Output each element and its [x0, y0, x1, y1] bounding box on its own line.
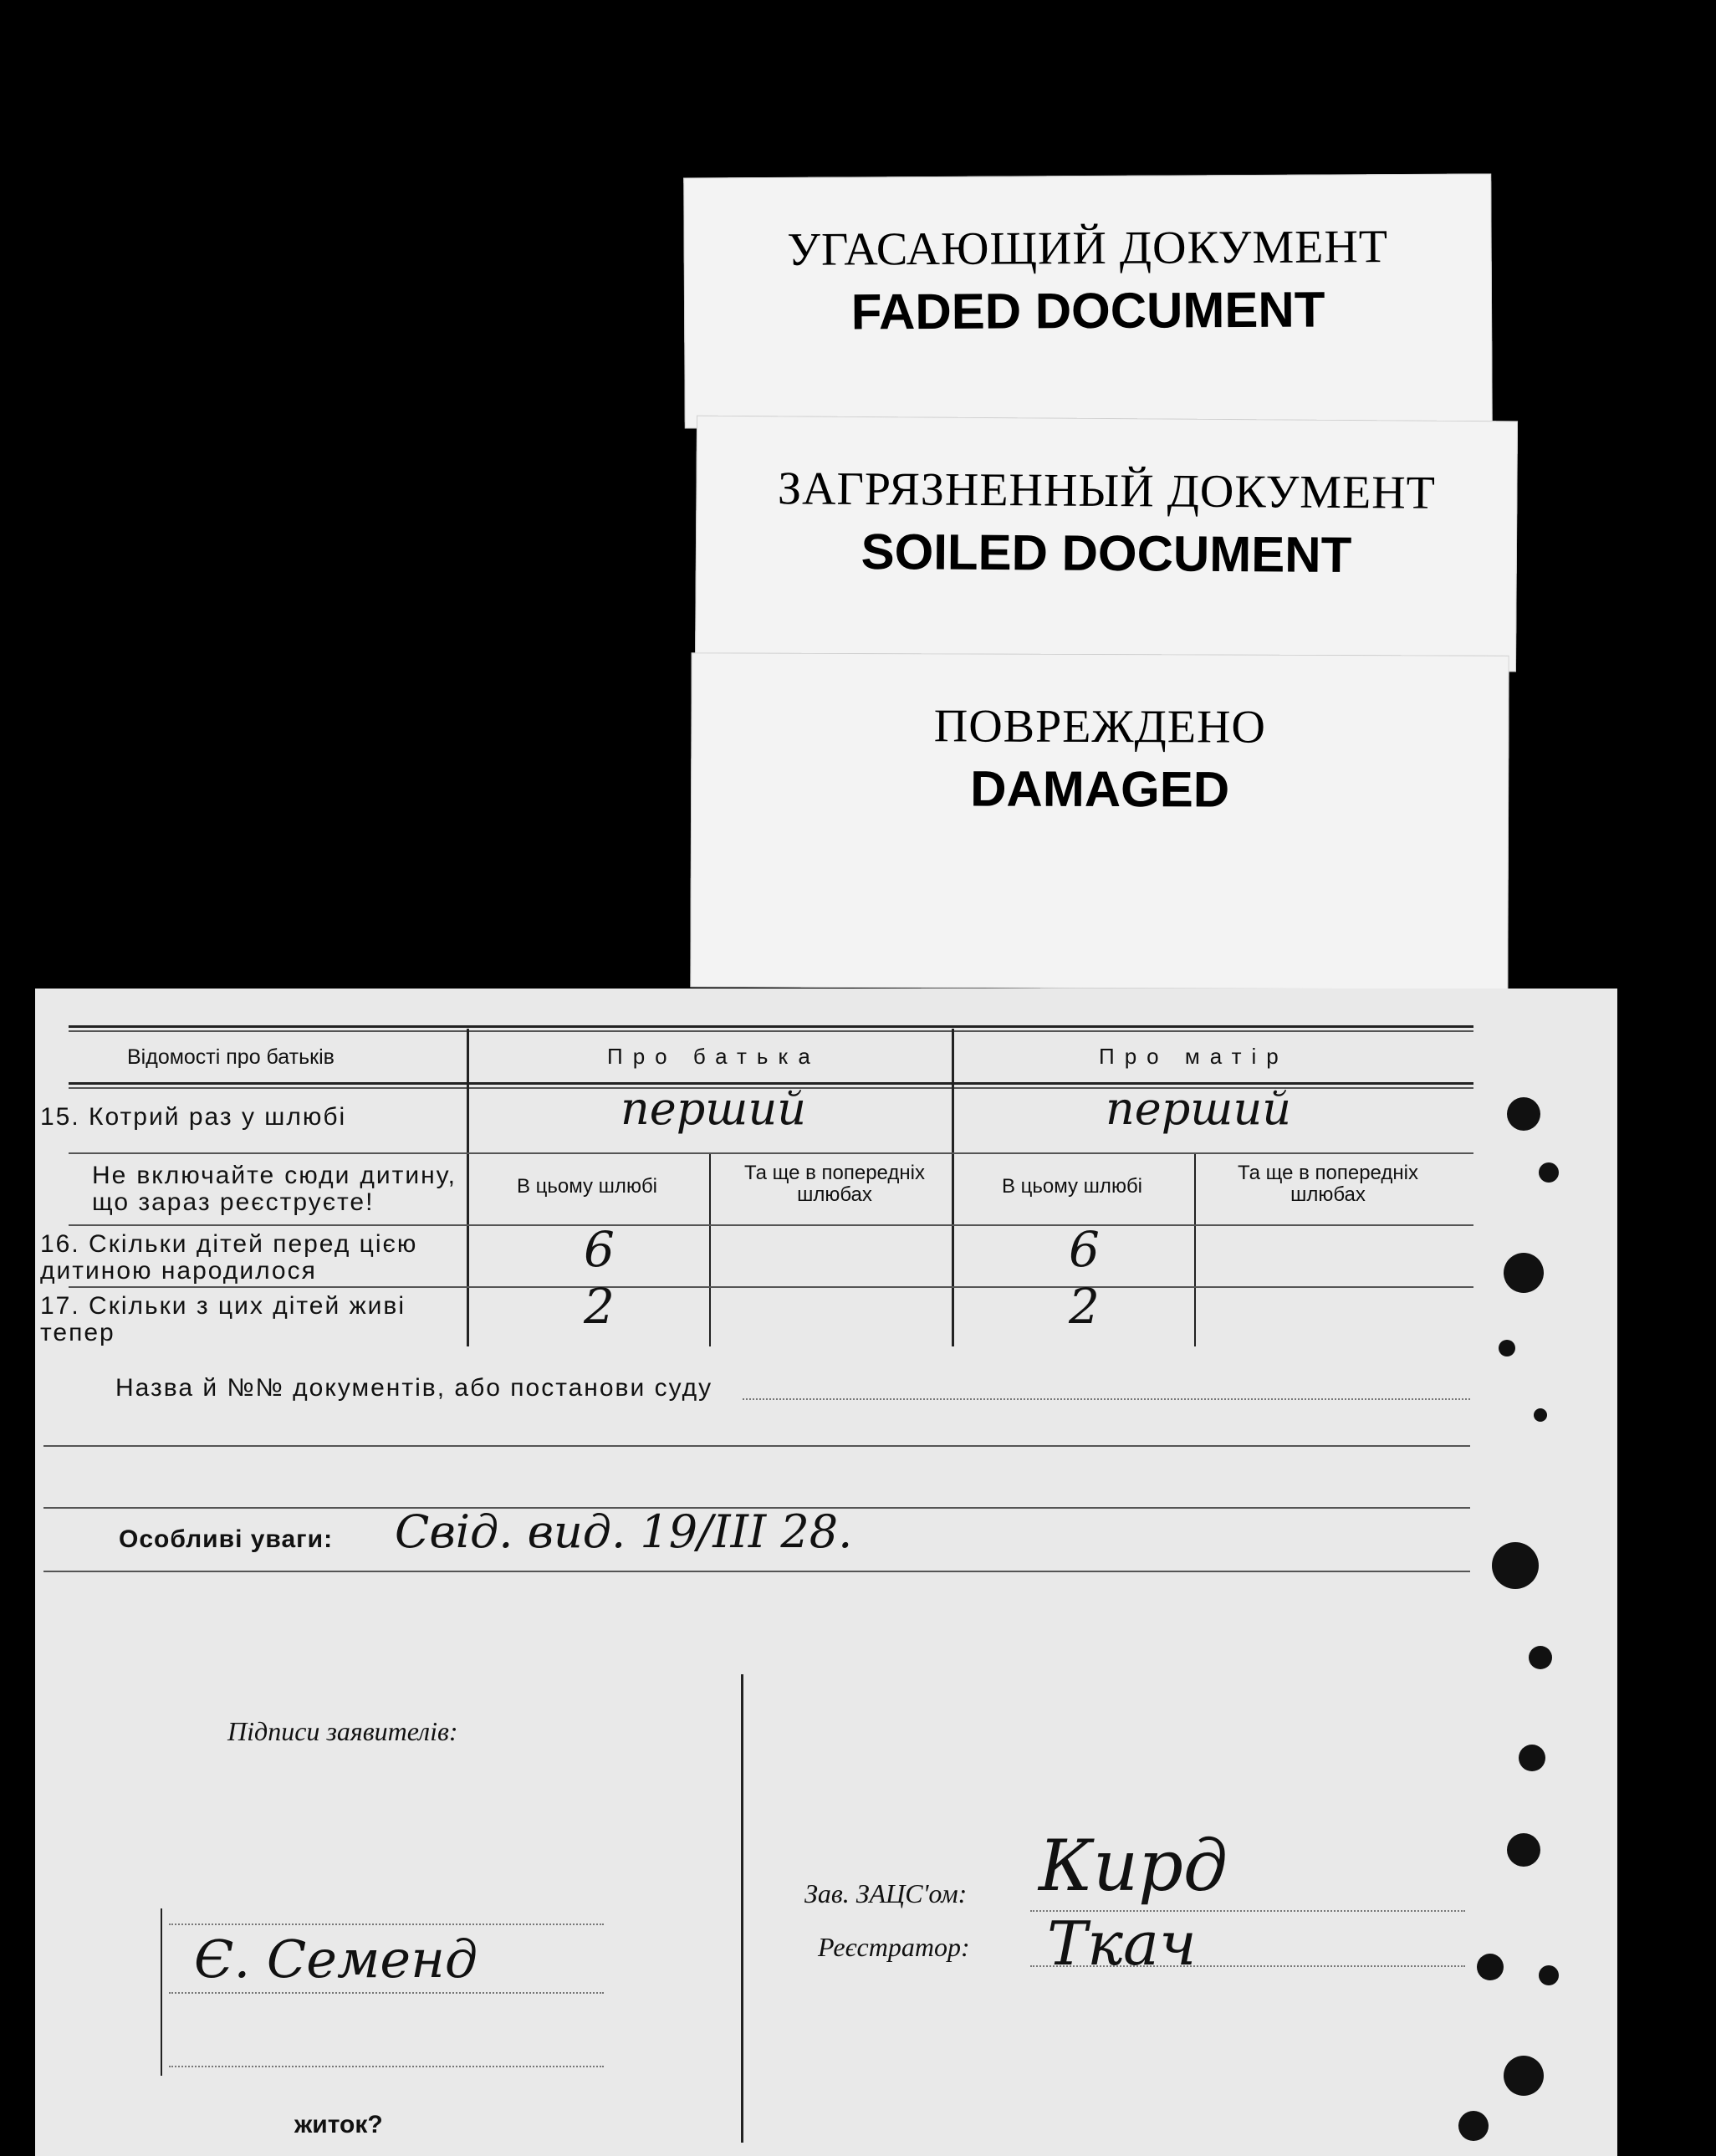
row-rule-16 — [69, 1286, 1473, 1288]
damaged-label-ru: ПОВРЕЖДЕНО — [933, 700, 1267, 754]
soiled-label-en: SOILED DOCUMENT — [861, 523, 1352, 584]
father-children-alive: 2 — [584, 1278, 615, 1335]
form-top-rule — [69, 1025, 1473, 1028]
mother-previous-marriages: Та ще в попередніх шлюбах — [1238, 1162, 1418, 1206]
form-top-rule-2 — [69, 1030, 1473, 1032]
documents-rule — [43, 1445, 1470, 1447]
question-15: 15. Котрий раз у шлюбі — [40, 1103, 347, 1131]
registrar-line — [1030, 1965, 1465, 1967]
head-label: Зав. ЗАЦС'ом: — [804, 1878, 968, 1908]
bottom-cut-text: житок? — [294, 2111, 383, 2138]
faded-document-label — [683, 173, 1493, 428]
mother-children-born: 6 — [1069, 1221, 1100, 1278]
row-rule-note — [69, 1224, 1473, 1226]
documents-label: Назва й №№ документів, або постанови суду — [115, 1374, 713, 1402]
faded-label-en: FADED DOCUMENT — [850, 281, 1325, 340]
exclusion-note: Не включайте сюди дитину, що зараз реєструєте! — [92, 1162, 457, 1216]
registration-form — [35, 989, 1617, 2156]
header-mother: Про матір — [1099, 1044, 1289, 1069]
col-divider-father — [467, 1029, 469, 1346]
col-divider-mother-sub — [1194, 1154, 1196, 1346]
applicant-line-1 — [169, 1924, 604, 1925]
question-16: 16. Скільки дітей перед цією дитиною народилося — [40, 1230, 418, 1285]
row-rule-15 — [69, 1152, 1473, 1154]
father-previous-marriages: Та ще в попередніх шлюбах — [744, 1162, 925, 1206]
father-this-marriage: В цьому шлюбі — [516, 1175, 658, 1198]
remarks-rule — [43, 1571, 1470, 1572]
father-marriage-number: перший — [621, 1082, 807, 1135]
registrar-label: Реєстратор: — [818, 1932, 970, 1962]
mother-marriage-number: перший — [1106, 1082, 1292, 1135]
faded-label-ru: УГАСАЮЩИЙ ДОКУМЕНТ — [787, 221, 1389, 276]
soiled-document-label — [695, 416, 1518, 672]
applicant-line-2 — [169, 1992, 604, 1994]
applicant-line-3 — [169, 2066, 604, 2067]
registrar-signature: Ткач — [1047, 1908, 1197, 1979]
documents-line — [743, 1398, 1470, 1400]
header-father: Про батька — [607, 1044, 820, 1069]
question-17: 17. Скільки з цих дітей живі тепер — [40, 1292, 406, 1346]
father-children-born: 6 — [584, 1221, 615, 1278]
applicants-signatures-label: Підписи заявителів: — [227, 1716, 458, 1746]
soiled-label-ru: ЗАГРЯЗНЕННЫЙ ДОКУМЕНТ — [777, 462, 1437, 519]
mother-children-alive: 2 — [1069, 1278, 1100, 1335]
head-signature: Кирд — [1039, 1825, 1228, 1907]
damage-holes — [1440, 1055, 1607, 2143]
col-divider-father-sub — [709, 1154, 711, 1346]
signatures-divider — [741, 1674, 743, 2143]
header-parents-info: Відомості про батьків — [127, 1045, 335, 1069]
col-divider-mother — [952, 1029, 954, 1346]
mother-this-marriage: В цьому шлюбі — [1001, 1175, 1143, 1198]
damaged-label-en: DAMAGED — [970, 760, 1230, 818]
remarks-value: Свід. вид. 19/III 28. — [395, 1505, 853, 1558]
damaged-document-label — [690, 652, 1509, 989]
applicant-bracket — [161, 1908, 162, 2076]
applicant-signature: Є. Семенд — [194, 1929, 478, 1990]
remarks-label: Особливі уваги: — [119, 1525, 334, 1553]
